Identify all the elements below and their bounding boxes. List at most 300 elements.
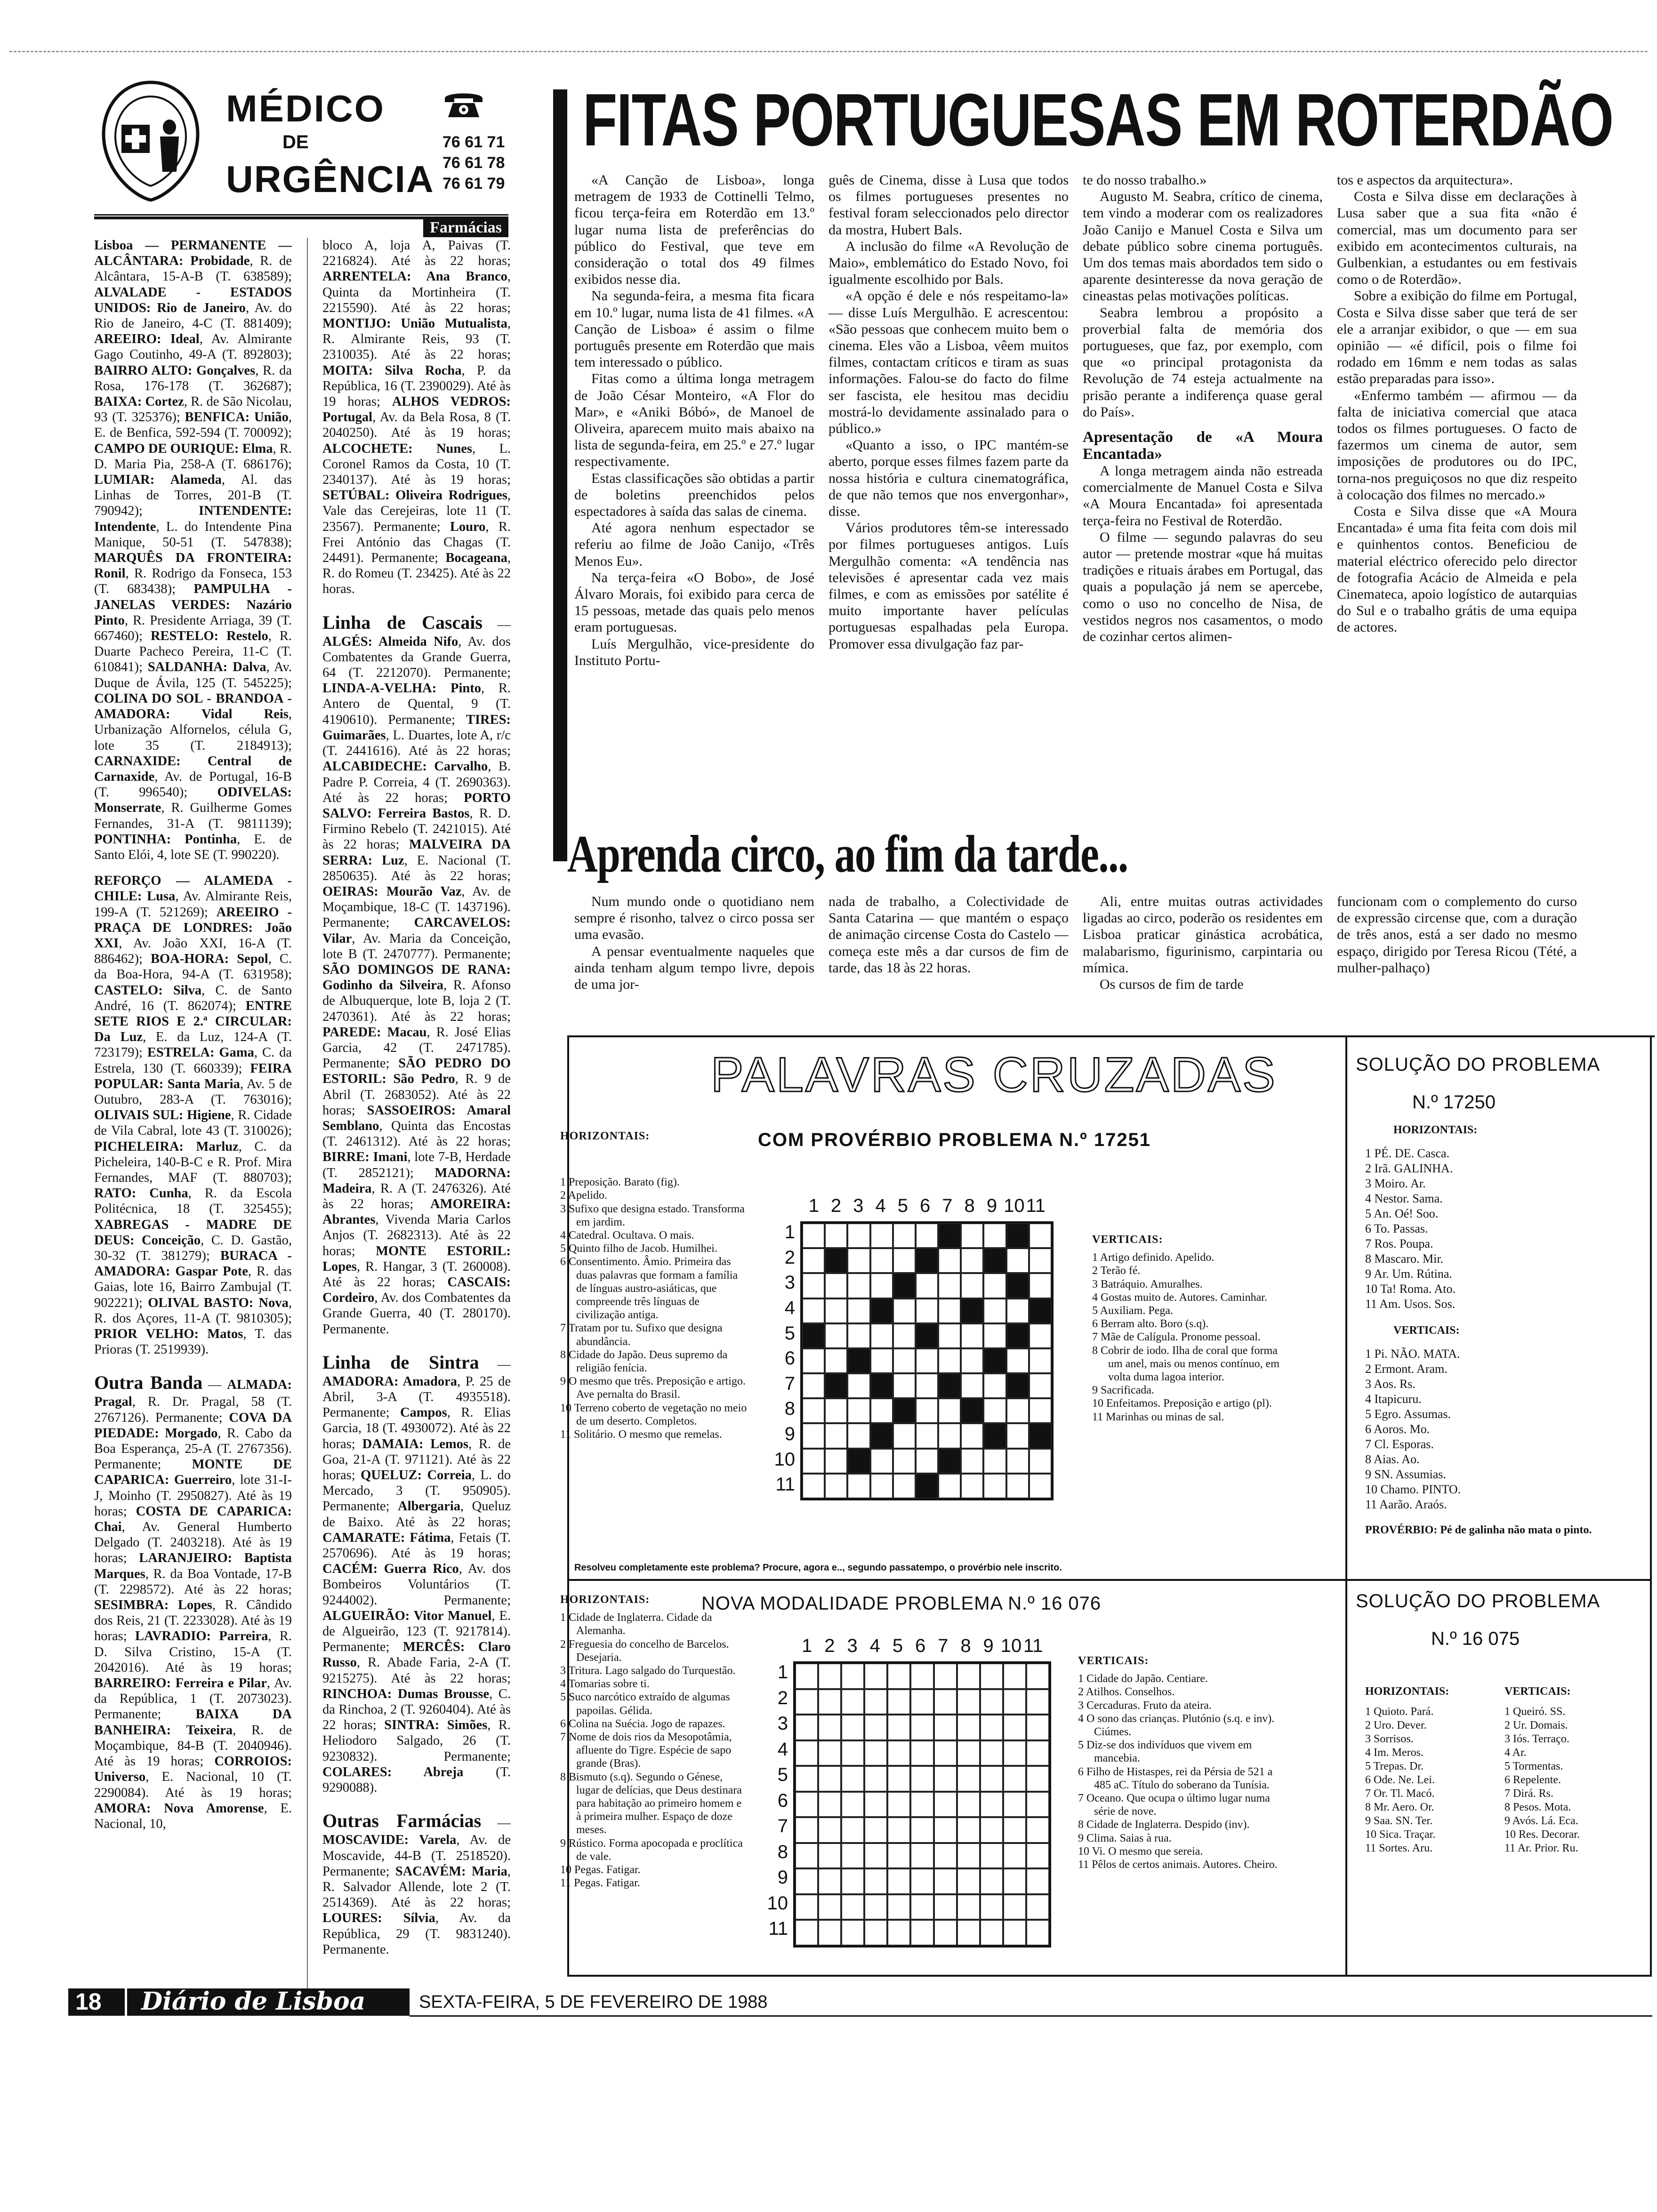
crossword-cell[interactable] bbox=[870, 1223, 893, 1248]
article2-column-4: funcionam com o complemento do curso de expressão circense que, com a duração de três anos, está a ser dado no mesmo espaço, dirigido por Teresa Ricou (Tété, a mulher-palhaço) bbox=[1337, 894, 1577, 976]
crossword2-verticais bbox=[1078, 1654, 1290, 1974]
crossword-cell[interactable] bbox=[957, 1663, 980, 1689]
solution-line: 7 Ros. Poupa. bbox=[1365, 1237, 1433, 1250]
medico-urgencia-box bbox=[94, 78, 508, 214]
solution-line: 1 PÉ. DE. Casca. bbox=[1365, 1146, 1450, 1160]
crossword-right-rule bbox=[1650, 1035, 1652, 1977]
crossword-cell[interactable] bbox=[1029, 1323, 1052, 1348]
solution1-title: SOLUÇÃO DO PROBLEMA bbox=[1356, 1054, 1601, 1075]
crossword-cell[interactable] bbox=[916, 1449, 938, 1474]
crossword-cell[interactable] bbox=[893, 1474, 916, 1499]
crossword-cell[interactable] bbox=[825, 1449, 847, 1474]
crossword-cell[interactable] bbox=[980, 1868, 1003, 1894]
crossword-cell[interactable] bbox=[802, 1449, 825, 1474]
crossword-cell[interactable] bbox=[980, 1766, 1003, 1792]
crossword-cell[interactable] bbox=[818, 1817, 841, 1843]
crossword-cell[interactable] bbox=[1026, 1894, 1049, 1920]
black-square bbox=[1006, 1323, 1029, 1348]
crossword-cell[interactable] bbox=[818, 1663, 841, 1689]
crossword2-row-numbers bbox=[753, 1659, 791, 1941]
grid-number: 8 bbox=[960, 1635, 971, 1656]
crossword-cell[interactable] bbox=[795, 1792, 818, 1818]
crossword-cell[interactable] bbox=[893, 1248, 916, 1273]
crossword-cell[interactable] bbox=[802, 1248, 825, 1273]
crossword-clue: 4 Tomarias sobre ti. bbox=[560, 1678, 650, 1691]
crossword-cell[interactable] bbox=[934, 1894, 957, 1920]
black-square bbox=[847, 1348, 870, 1373]
crossword-cell[interactable] bbox=[887, 1868, 910, 1894]
solution-line: 2 Ermont. Aram. bbox=[1365, 1362, 1448, 1376]
solution1-number: N.º 17250 bbox=[1412, 1092, 1496, 1113]
crossword-cell[interactable] bbox=[864, 1868, 887, 1894]
article1-headline-bar bbox=[553, 89, 567, 861]
crossword-cell[interactable] bbox=[1029, 1223, 1052, 1248]
crossword-cell[interactable] bbox=[957, 1740, 980, 1766]
crossword-cell[interactable] bbox=[980, 1689, 1003, 1715]
crossword-cell[interactable] bbox=[957, 1817, 980, 1843]
solution-line: 7 Cl. Esporas. bbox=[1365, 1437, 1434, 1451]
grid-number: 10 bbox=[774, 1449, 795, 1470]
crossword-cell[interactable] bbox=[961, 1273, 983, 1298]
solution-line: 9 SN. Assumias. bbox=[1365, 1467, 1446, 1481]
crossword-cell[interactable] bbox=[1029, 1373, 1052, 1398]
crossword-cell[interactable] bbox=[802, 1298, 825, 1323]
crossword-cell[interactable] bbox=[870, 1323, 893, 1348]
crossword-cell[interactable] bbox=[1029, 1348, 1052, 1373]
crossword-cell[interactable] bbox=[1026, 1766, 1049, 1792]
black-square bbox=[847, 1449, 870, 1474]
solution-line: 7 Or. Tl. Macó. bbox=[1365, 1787, 1435, 1800]
crossword-cell[interactable] bbox=[957, 1792, 980, 1818]
crossword-cell[interactable] bbox=[910, 1894, 933, 1920]
crossword-cell[interactable] bbox=[980, 1740, 1003, 1766]
crossword-cell[interactable] bbox=[887, 1689, 910, 1715]
solution-line: 8 Pesos. Mota. bbox=[1504, 1801, 1571, 1813]
crossword-cell[interactable] bbox=[847, 1474, 870, 1499]
crossword-cell[interactable] bbox=[795, 1920, 818, 1946]
black-square bbox=[870, 1373, 893, 1398]
crossword-cell[interactable] bbox=[934, 1920, 957, 1946]
black-square bbox=[983, 1248, 1006, 1273]
crossword-cell[interactable] bbox=[910, 1817, 933, 1843]
crossword-cell[interactable] bbox=[795, 1843, 818, 1869]
crossword-cell[interactable] bbox=[934, 1663, 957, 1689]
crossword-cell[interactable] bbox=[802, 1223, 825, 1248]
crossword-cell[interactable] bbox=[983, 1449, 1006, 1474]
crossword-cell[interactable] bbox=[1026, 1868, 1049, 1894]
crossword-cell[interactable] bbox=[983, 1373, 1006, 1398]
crossword-cell[interactable] bbox=[818, 1689, 841, 1715]
black-square bbox=[825, 1373, 847, 1398]
crossword-cell[interactable] bbox=[1003, 1689, 1026, 1715]
crossword-cell[interactable] bbox=[1006, 1474, 1029, 1499]
crossword-cell[interactable] bbox=[802, 1423, 825, 1448]
crossword-cell[interactable] bbox=[983, 1323, 1006, 1348]
crossword-cell[interactable] bbox=[938, 1248, 961, 1273]
crossword-cell[interactable] bbox=[864, 1920, 887, 1946]
crossword-cell[interactable] bbox=[1003, 1894, 1026, 1920]
crossword-cell[interactable] bbox=[961, 1223, 983, 1248]
crossword1-horizontais-label: HORIZONTAIS: bbox=[560, 1130, 650, 1142]
crossword-cell[interactable] bbox=[818, 1894, 841, 1920]
crossword-cell[interactable] bbox=[916, 1298, 938, 1323]
crossword-cell[interactable] bbox=[864, 1740, 887, 1766]
crossword-cell[interactable] bbox=[1026, 1817, 1049, 1843]
grid-number: 6 bbox=[784, 1348, 795, 1369]
solution-line: 11 Sortes. Aru. bbox=[1365, 1842, 1433, 1854]
crossword-cell[interactable] bbox=[1003, 1843, 1026, 1869]
crossword-cell[interactable] bbox=[957, 1868, 980, 1894]
crossword-cell[interactable] bbox=[887, 1663, 910, 1689]
crossword-cell[interactable] bbox=[864, 1715, 887, 1740]
crossword-clue: 8 Cobrir de iodo. Ilha de coral que forma um anel, mais ou menos contínuo, em volta duma lagoa interior. bbox=[1092, 1344, 1279, 1384]
crossword-cell[interactable] bbox=[825, 1223, 847, 1248]
crossword-cell[interactable] bbox=[938, 1348, 961, 1373]
crossword-cell[interactable] bbox=[802, 1273, 825, 1298]
crossword-cell[interactable] bbox=[841, 1894, 864, 1920]
crossword-cell[interactable] bbox=[864, 1766, 887, 1792]
crossword-cell[interactable] bbox=[841, 1843, 864, 1869]
crossword-cell[interactable] bbox=[957, 1689, 980, 1715]
crossword-cell[interactable] bbox=[1026, 1715, 1049, 1740]
solution-line: 10 Ta! Roma. Ato. bbox=[1365, 1282, 1456, 1296]
crossword-cell[interactable] bbox=[910, 1715, 933, 1740]
crossword-cell[interactable] bbox=[841, 1766, 864, 1792]
crossword-cell[interactable] bbox=[983, 1474, 1006, 1499]
crossword-cell[interactable] bbox=[1003, 1920, 1026, 1946]
crossword2-grid[interactable] bbox=[793, 1661, 1051, 1948]
crossword-cell[interactable] bbox=[847, 1248, 870, 1273]
crossword-cell[interactable] bbox=[818, 1843, 841, 1869]
crossword-cell[interactable] bbox=[841, 1868, 864, 1894]
crossword-cell[interactable] bbox=[1026, 1792, 1049, 1818]
crossword-cell[interactable] bbox=[795, 1663, 818, 1689]
crossword-cell[interactable] bbox=[910, 1920, 933, 1946]
grid-number: 3 bbox=[853, 1195, 864, 1216]
grid-number: 9 bbox=[986, 1195, 997, 1216]
crossword-cell[interactable] bbox=[916, 1423, 938, 1448]
black-square bbox=[938, 1449, 961, 1474]
solution-line: 4 Itapicuru. bbox=[1365, 1392, 1422, 1406]
crossword-cell[interactable] bbox=[1029, 1398, 1052, 1423]
top-dashed-rule bbox=[9, 51, 1648, 52]
crossword-cell[interactable] bbox=[910, 1689, 933, 1715]
crossword-cell[interactable] bbox=[818, 1868, 841, 1894]
article1-column-1: «A Canção de Lisboa», longa metragem de 1933 de Cottinelli Telmo, ficou terça-feira em Roterdão em 13.º lugar numa lista de preferências do público do Festival, que teve em consideração o total dos 49 filmes exibidos nesse dia. Na segunda-feira, a mesma fita ficara em 10.º lugar, numa lista de 41 filmes. «A Canção de Lisboa» é assim o filme português presente em Roterdão que mais tem interessado o público. Fitas como a última longa metragem de João César Monteiro, «A Flor do Mar», e «Aniki Bóbó», de Manoel de Oliveira, aparecem muito mais abaixo na lista de segunda-feira, em 25.º e 27.º lugar respectivamente. Estas classificações são obtidas a partir de boletins preenchidos pelos espectadores à saída das salas de cinema. Até agora nenhum espectador se referiu ao filme de João Canijo, «Três Menos Eu». Na terça-feira «O Bobo», de José Álvaro Morais, foi exibido para cerca de 15 pessoas, metade das quais pelo menos eram portuguesas. Luís Mergulhão, vice-presidente do Instituto Portu- bbox=[574, 172, 814, 668]
crossword-cell[interactable] bbox=[1029, 1449, 1052, 1474]
crossword-cell[interactable] bbox=[847, 1223, 870, 1248]
black-square bbox=[1006, 1273, 1029, 1298]
solution1-block: HORIZONTAIS: 1 PÉ. DE. Casca. 2 Irã. GALINHA. 3 Moiro. Ar. 4 Nestor. Sama. 5 An. Oé! Soo. 6 To. Passas. 7 Ros. Poupa. 8 Mascaro. Mir. 9 Ar. Um. Rútina. 10 Ta! Roma. Ato. 11 Am. Usos. Sos. VERTICAIS: 1 Pi. NÃO. MATA. 2 Ermont. Aram. 3 Aos. Rs. 4 Itapicuru. 5 Egro. Assumas. 6 Aoros. Mo. 7 Cl. Esporas. 8 Aias. Ao. 9 SN. Assumias. 10 Chamo. PINTO. 11 Aarão. Araós. PROVÉRBIO: Pé de galinha não mata o pinto. bbox=[1365, 1122, 1638, 1574]
crossword-cell[interactable] bbox=[980, 1843, 1003, 1869]
crossword-cell[interactable] bbox=[980, 1894, 1003, 1920]
crossword-cell[interactable] bbox=[957, 1894, 980, 1920]
crossword-cell[interactable] bbox=[795, 1817, 818, 1843]
black-square bbox=[961, 1298, 983, 1323]
crossword-cell[interactable] bbox=[910, 1792, 933, 1818]
crossword-cell[interactable] bbox=[893, 1323, 916, 1348]
crossword-cell[interactable] bbox=[802, 1348, 825, 1373]
crossword-cell[interactable] bbox=[1006, 1348, 1029, 1373]
crossword-cell[interactable] bbox=[864, 1792, 887, 1818]
crossword-cell[interactable] bbox=[980, 1920, 1003, 1946]
crossword-cell[interactable] bbox=[1026, 1689, 1049, 1715]
crossword-cell[interactable] bbox=[818, 1766, 841, 1792]
crossword-cell[interactable] bbox=[825, 1348, 847, 1373]
crossword-cell[interactable] bbox=[847, 1398, 870, 1423]
grid-number: 11 bbox=[768, 1918, 788, 1940]
crossword-cell[interactable] bbox=[795, 1689, 818, 1715]
crossword-cell[interactable] bbox=[870, 1248, 893, 1273]
crossword-cell[interactable] bbox=[980, 1792, 1003, 1818]
crossword-cell[interactable] bbox=[934, 1843, 957, 1869]
crossword-cell[interactable] bbox=[818, 1715, 841, 1740]
crossword-cell[interactable] bbox=[910, 1766, 933, 1792]
crossword-cell[interactable] bbox=[938, 1273, 961, 1298]
solution2-number: N.º 16 075 bbox=[1431, 1628, 1520, 1649]
medico-urgencia: URGÊNCIA bbox=[226, 158, 434, 200]
crossword-cell[interactable] bbox=[910, 1663, 933, 1689]
black-square bbox=[1006, 1223, 1029, 1248]
solution-line: 11 Ar. Prior. Ru. bbox=[1504, 1842, 1578, 1854]
grid-number: 6 bbox=[915, 1635, 926, 1656]
black-square bbox=[802, 1323, 825, 1348]
crossword-clue: 8 Cidade do Japão. Deus supremo da religião fenícia. bbox=[560, 1348, 728, 1375]
crossword-cell[interactable] bbox=[795, 1715, 818, 1740]
crossword-cell[interactable] bbox=[1006, 1248, 1029, 1273]
crossword-cell[interactable] bbox=[795, 1766, 818, 1792]
crossword-cell[interactable] bbox=[1026, 1740, 1049, 1766]
crossword-cell[interactable] bbox=[934, 1715, 957, 1740]
crossword-cell[interactable] bbox=[841, 1817, 864, 1843]
crossword-cell[interactable] bbox=[841, 1715, 864, 1740]
crossword-cell[interactable] bbox=[961, 1474, 983, 1499]
crossword-clue: 7 Nome de dois rios da Mesopotâmia, afluente do Tigre. Espécie de sapo grande (Bras). bbox=[560, 1731, 732, 1770]
crossword-cell[interactable] bbox=[825, 1298, 847, 1323]
crossword-cell[interactable] bbox=[825, 1474, 847, 1499]
crossword-cell[interactable] bbox=[983, 1273, 1006, 1298]
crossword-cell[interactable] bbox=[1006, 1449, 1029, 1474]
crossword-cell[interactable] bbox=[1003, 1740, 1026, 1766]
crossword-bottom-rule bbox=[567, 1975, 1650, 1977]
crossword-cell[interactable] bbox=[910, 1868, 933, 1894]
crossword-cell[interactable] bbox=[818, 1792, 841, 1818]
crossword-cell[interactable] bbox=[938, 1398, 961, 1423]
solution-line: 4 Im. Meros. bbox=[1365, 1747, 1424, 1759]
crossword-cell[interactable] bbox=[887, 1740, 910, 1766]
crossword-cell[interactable] bbox=[825, 1323, 847, 1348]
solution-line: 8 Aias. Ao. bbox=[1365, 1452, 1420, 1466]
crossword-cell[interactable] bbox=[1003, 1868, 1026, 1894]
crossword-cell[interactable] bbox=[825, 1423, 847, 1448]
crossword-cell[interactable] bbox=[893, 1348, 916, 1373]
solution2-block: HORIZONTAIS: 1 Quioto. Pará. 2 Uro. Dever. 3 Sorrisos. 4 Im. Meros. 5 Trepas. Dr. 6 Ode. Ne. Lei. 7 Or. Tl. Macó. 8 Mr. Aero. Or. 9 Saa. SN. Ter. 10 Sica. Traçar. 11 Sortes. Aru. VERTICAIS: 1 Queiró. SS. 2 Ur. Domais. 3 Iós. Terraço. 4 Ar. 5 Tormentas. 6 Repelente. 7 Dirá. Rs. 8 Pesos. Mota. 9 Avós. Lá. Eca. 10 Res. Decorar. 11 Ar. Prior. Ru. bbox=[1365, 1685, 1643, 1967]
crossword-cell[interactable] bbox=[916, 1223, 938, 1248]
crossword-cell[interactable] bbox=[887, 1843, 910, 1869]
crossword-clue: 4 Catedral. Ocultava. O mais. bbox=[560, 1229, 694, 1242]
crossword-cell[interactable] bbox=[893, 1223, 916, 1248]
crossword-cell[interactable] bbox=[980, 1663, 1003, 1689]
solution-line: 4 Nestor. Sama. bbox=[1365, 1192, 1443, 1205]
crossword-cell[interactable] bbox=[1006, 1423, 1029, 1448]
crossword-cell[interactable] bbox=[938, 1474, 961, 1499]
grid-number: 7 bbox=[777, 1816, 788, 1837]
crossword-cell[interactable] bbox=[887, 1817, 910, 1843]
crossword-clue: 1 Cidade do Japão. Centiare. bbox=[1078, 1673, 1208, 1685]
crossword-cell[interactable] bbox=[916, 1373, 938, 1398]
crossword-cell[interactable] bbox=[934, 1868, 957, 1894]
black-square bbox=[938, 1223, 961, 1248]
crossword-cell[interactable] bbox=[847, 1298, 870, 1323]
crossword-cell[interactable] bbox=[887, 1766, 910, 1792]
crossword-cell[interactable] bbox=[916, 1273, 938, 1298]
crossword-cell[interactable] bbox=[1006, 1298, 1029, 1323]
crossword-cell[interactable] bbox=[818, 1920, 841, 1946]
crossword-cell[interactable] bbox=[847, 1373, 870, 1398]
crossword-cell[interactable] bbox=[1003, 1715, 1026, 1740]
grid-number: 7 bbox=[784, 1373, 795, 1394]
solution-line: 7 Dirá. Rs. bbox=[1504, 1787, 1553, 1800]
crossword1-horizontais bbox=[560, 1130, 748, 1563]
crossword-cell[interactable] bbox=[870, 1398, 893, 1423]
crossword-cell[interactable] bbox=[825, 1273, 847, 1298]
crossword-cell[interactable] bbox=[825, 1398, 847, 1423]
crossword-cell[interactable] bbox=[983, 1223, 1006, 1248]
crossword-clue: 4 Gostas muito de. Autores. Caminhar. bbox=[1092, 1291, 1267, 1304]
crossword-cell[interactable] bbox=[1026, 1843, 1049, 1869]
crossword-cell[interactable] bbox=[938, 1423, 961, 1448]
article2-column-1: Num mundo onde o quotidiano nem sempre é risonho, talvez o circo possa ser uma evasão. A pensar eventualmente naqueles que ainda tenham algum tempo livre, depois de uma jor- bbox=[574, 894, 814, 993]
crossword-cell[interactable] bbox=[1026, 1920, 1049, 1946]
crossword-cell[interactable] bbox=[916, 1348, 938, 1373]
grid-number: 5 bbox=[784, 1322, 795, 1344]
grid-number: 9 bbox=[777, 1867, 788, 1888]
crossword-cell[interactable] bbox=[957, 1843, 980, 1869]
crossword-cell[interactable] bbox=[887, 1792, 910, 1818]
crossword-cell[interactable] bbox=[893, 1373, 916, 1398]
crossword-cell[interactable] bbox=[957, 1766, 980, 1792]
crossword-cell[interactable] bbox=[961, 1348, 983, 1373]
crossword-cell[interactable] bbox=[841, 1663, 864, 1689]
crossword-cell[interactable] bbox=[893, 1449, 916, 1474]
crossword1-grid[interactable] bbox=[800, 1221, 1054, 1500]
crossword-cell[interactable] bbox=[887, 1894, 910, 1920]
crossword-cell[interactable] bbox=[802, 1398, 825, 1423]
crossword-cell[interactable] bbox=[938, 1323, 961, 1348]
crossword-cell[interactable] bbox=[870, 1474, 893, 1499]
crossword-cell[interactable] bbox=[910, 1843, 933, 1869]
crossword-cell[interactable] bbox=[1026, 1663, 1049, 1689]
crossword-cell[interactable] bbox=[864, 1843, 887, 1869]
crossword-cell[interactable] bbox=[802, 1474, 825, 1499]
crossword-cell[interactable] bbox=[893, 1298, 916, 1323]
crossword-cell[interactable] bbox=[864, 1689, 887, 1715]
crossword-cell[interactable] bbox=[1003, 1817, 1026, 1843]
crossword-cell[interactable] bbox=[893, 1423, 916, 1448]
crossword-cell[interactable] bbox=[934, 1766, 957, 1792]
crossword-cell[interactable] bbox=[870, 1449, 893, 1474]
crossword-cell[interactable] bbox=[980, 1715, 1003, 1740]
grid-number: 3 bbox=[847, 1635, 858, 1656]
crossword-clue: 10 Vi. O mesmo que sereia. bbox=[1078, 1845, 1203, 1858]
crossword-cell[interactable] bbox=[841, 1920, 864, 1946]
crossword-cell[interactable] bbox=[795, 1894, 818, 1920]
crossword-cell[interactable] bbox=[957, 1920, 980, 1946]
crossword-cell[interactable] bbox=[870, 1348, 893, 1373]
farmacias-sintra: Linha de Sintra — AMADORA: Amadora, P. 25 de Abril, 3-A (T. 4935518). Permanente; Campos, R. Elias Garcia, 18 (T. 4930072). Até às 22 horas; DAMAIA: Lemos, R. de Goa, 21-A (T. 971121). Até às 22 horas; QUELUZ: Correia, L. do Mercado, 3 (T. 950905). Permanente; Albergaria, Queluz de Baixo. Até às 22 horas; CAMARATE: Fátima, Fetais (T. 2570696). Até às 19 horas; CACÉM: Guerra Rico, Av. dos Bombeiros Voluntários (T. 9244002). Permanente; ALGUEIRÃO: Vitor Manuel, E. de Algueirão, 123 (T. 9217814). Permanente; MERCÊS: Claro Russo, R. Abade Faria, 2-A (T. 9215275). Até às 22 horas; RINCHOA: Dumas Brousse, C. da Rinchoa, 2 (T. 9260404). Até às 22 horas; SINTRA: Simões, R. Heliodoro Salgado, 26 (T. 9230832). Permanente; COLARES: Abreja (T. 9290088). bbox=[322, 1351, 511, 1795]
crossword-clue: 8 Cidade de Inglaterra. Despido (inv). bbox=[1078, 1819, 1250, 1831]
solution-line: 6 Ode. Ne. Lei. bbox=[1365, 1774, 1435, 1786]
crossword-cell[interactable] bbox=[841, 1740, 864, 1766]
crossword-cell[interactable] bbox=[841, 1792, 864, 1818]
crossword-cell[interactable] bbox=[957, 1715, 980, 1740]
crossword1-verticais bbox=[1092, 1233, 1290, 1563]
crossword-cell[interactable] bbox=[795, 1740, 818, 1766]
black-square bbox=[916, 1474, 938, 1499]
crossword-cell[interactable] bbox=[983, 1398, 1006, 1423]
crossword-clue: 2 Terão fé. bbox=[1092, 1265, 1141, 1277]
crossword-cell[interactable] bbox=[864, 1894, 887, 1920]
crossword-cell[interactable] bbox=[961, 1323, 983, 1348]
crossword-cell[interactable] bbox=[934, 1740, 957, 1766]
crossword-cell[interactable] bbox=[870, 1273, 893, 1298]
black-square bbox=[983, 1348, 1006, 1373]
crossword-middle-rule bbox=[567, 1579, 1650, 1581]
crossword-cell[interactable] bbox=[916, 1398, 938, 1423]
crossword-cell[interactable] bbox=[934, 1792, 957, 1818]
crossword-cell[interactable] bbox=[847, 1273, 870, 1298]
grid-number: 6 bbox=[777, 1790, 788, 1811]
crossword-cell[interactable] bbox=[1003, 1663, 1026, 1689]
crossword-cell[interactable] bbox=[980, 1817, 1003, 1843]
crossword-cell[interactable] bbox=[961, 1423, 983, 1448]
black-square bbox=[893, 1398, 916, 1423]
crossword-cell[interactable] bbox=[934, 1689, 957, 1715]
crossword-cell[interactable] bbox=[864, 1663, 887, 1689]
crossword-cell[interactable] bbox=[961, 1248, 983, 1273]
crossword-cell[interactable] bbox=[961, 1373, 983, 1398]
page-number: 18 bbox=[75, 1988, 102, 2015]
crossword-cell[interactable] bbox=[1006, 1398, 1029, 1423]
crossword-cell[interactable] bbox=[983, 1298, 1006, 1323]
crossword-cell[interactable] bbox=[938, 1298, 961, 1323]
crossword-cell[interactable] bbox=[1003, 1792, 1026, 1818]
crossword-cell[interactable] bbox=[961, 1449, 983, 1474]
crossword-cell[interactable] bbox=[795, 1868, 818, 1894]
grid-number: 4 bbox=[869, 1635, 880, 1656]
crossword-cell[interactable] bbox=[802, 1373, 825, 1398]
crossword-cell[interactable] bbox=[847, 1323, 870, 1348]
black-square bbox=[893, 1273, 916, 1298]
grid-number: 3 bbox=[784, 1272, 795, 1293]
grid-number: 2 bbox=[784, 1247, 795, 1268]
crossword-cell[interactable] bbox=[934, 1817, 957, 1843]
crossword-cell[interactable] bbox=[887, 1715, 910, 1740]
solution-line: 2 Irã. GALINHA. bbox=[1365, 1162, 1453, 1175]
crossword-cell[interactable] bbox=[818, 1740, 841, 1766]
solution-line: 10 Chamo. PINTO. bbox=[1365, 1483, 1461, 1496]
crossword-cell[interactable] bbox=[1029, 1474, 1052, 1499]
crossword-cell[interactable] bbox=[1029, 1248, 1052, 1273]
crossword-cell[interactable] bbox=[847, 1423, 870, 1448]
crossword-cell[interactable] bbox=[841, 1689, 864, 1715]
crossword-clue: 1 Cidade de Inglaterra. Cidade da Alemanha. bbox=[560, 1611, 712, 1637]
crossword-cell[interactable] bbox=[910, 1740, 933, 1766]
crossword-cell[interactable] bbox=[864, 1817, 887, 1843]
crossword-cell[interactable] bbox=[887, 1920, 910, 1946]
crossword-cell[interactable] bbox=[1029, 1273, 1052, 1298]
crossword-cell[interactable] bbox=[1003, 1766, 1026, 1792]
